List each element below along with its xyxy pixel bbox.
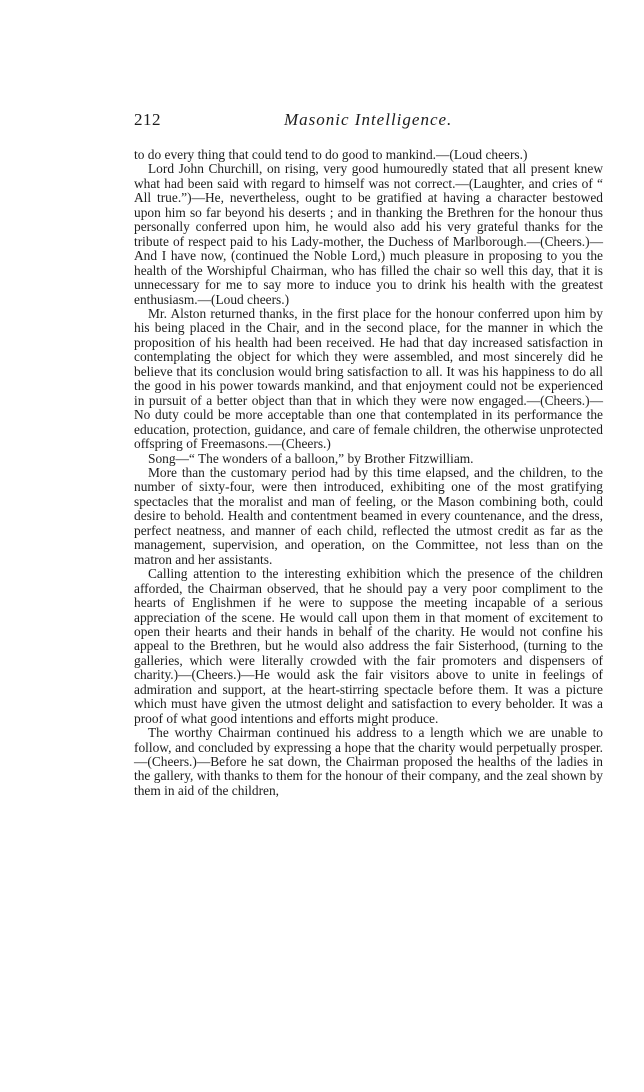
article-body	[134, 148, 603, 798]
paragraph: Calling attention to the interesting exhibition which the presence of the children afforded, the Chairman observed, that he should pay a very poor compliment to the hearts of Englishmen if he were to suppose the meeting incapable of a serious appreciation of the scene. He would call upon them in that moment of excitement to open their hearts and their hands in behalf of the charity. He would not confine his appeal to the Brethren, but he would also address the fair Sisterhood, (turning to the galleries, which were literally crowded with the fair promoters and dispensers of charity.)—(Cheers.)—He would ask the fair visitors above to unite in feelings of admiration and support, at the heart-stirring spectacle before them. It was a picture which must have given the utmost delight and satisfaction to every beholder. It was a proof of what good intentions and efforts might produce.	[134, 566, 603, 726]
paragraph: Song—“ The wonders of a balloon,” by Brother Fitzwilliam.	[148, 450, 474, 466]
running-head	[134, 110, 603, 136]
book-page	[134, 110, 603, 798]
paragraph: to do every thing that could tend to do good to mankind.—(Loud cheers.)	[134, 147, 528, 162]
paragraph: More than the customary period had by this time elapsed, and the children, to the number of sixty-four, were then introduced, exhibiting one of the most gratifying spectacles that the moralist and man of feeling, or the Mason combining both, could desire to behold. Health and contentment beamed in every countenance, and the dress, perfect neatness, and manner of each child, reflected the utmost credit as far as the management, supervision, and operation, on the Committee, not less than on the matron and her assistants.	[134, 464, 603, 567]
paragraph: Mr. Alston returned thanks, in the first place for the honour conferred upon him by his being placed in the Chair, and in the second place, for the manner in which the proposition of his health had been received. He had that day increased satisfaction in contemplating the object for which they were assembled, and most sincerely did he believe that its conclusion would bring satisfaction to all. It was his happiness to do all the good in his power towards mankind, and that enjoyment could not be experienced in pursuit of a better object than that in which they were now engaged.—(Cheers.)—No duty could be more acceptable than one that contemplated in its performance the education, protection, guidance, and care of female children, the otherwise unprotected offspring of Freemasons.—(Cheers.)	[134, 305, 603, 452]
page-number: 212	[134, 110, 161, 129]
running-title: Masonic Intelligence.	[284, 110, 453, 129]
paragraph: Lord John Churchill, on rising, very good humouredly stated that all present knew what had been said with regard to himself was not correct.—(Laughter, and cries of “ All true.”)—He, nevertheless, ought to be gratified at having a character bestowed upon him so far beyond his deserts ; and in thanking the Brethren for the honour thus personally conferred upon him, he would also add his very grateful thanks for the tribute of respect paid to his Lady-mother, the Duchess of Marlborough.—(Cheers.)—And I have now, (continued the Noble Lord,) much pleasure in proposing to you the health of the Worshipful Chairman, who has filled the chair so well this day, that it is unnecessary for me to say more to induce you to drink his health with the greatest enthusiasm.—(Loud cheers.)	[134, 161, 603, 307]
paragraph: The worthy Chairman continued his address to a length which we are unable to follow, and concluded by expressing a hope that the charity would perpetually prosper.—(Cheers.)—Before he sat down, the Chairman proposed the healths of the ladies in the gallery, with thanks to them for the honour of their company, and the zeal shown by them in aid of the children,	[134, 725, 603, 798]
